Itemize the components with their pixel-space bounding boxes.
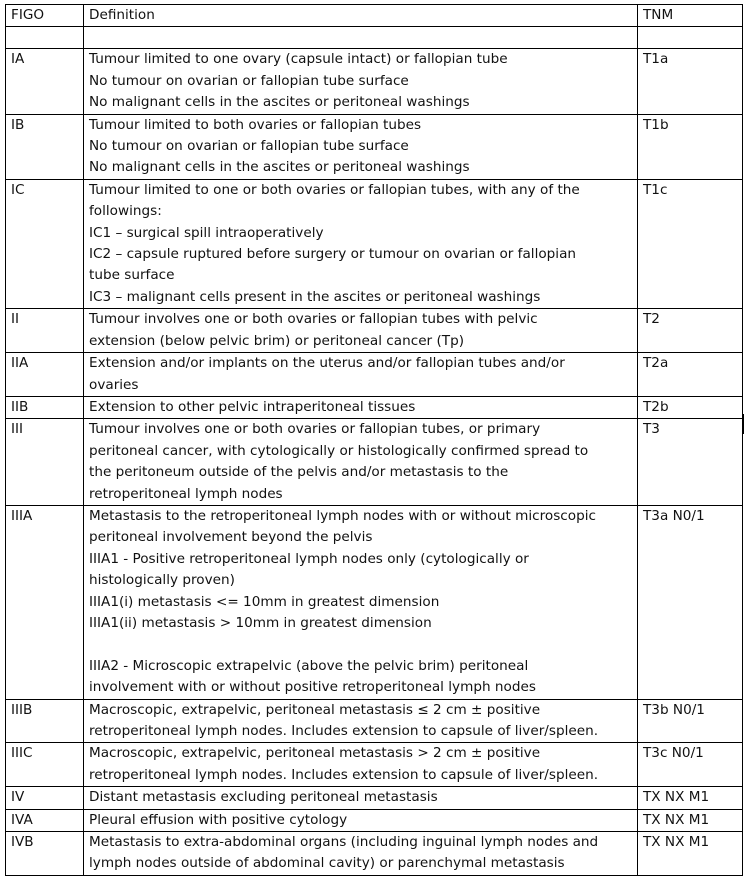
blank-line (89, 634, 632, 655)
definition-cell[interactable] (84, 419, 638, 506)
definition-line: Distant metastasis excluding peritoneal metastasis (89, 789, 438, 806)
definition-line: retroperitoneal lymph nodes (89, 485, 283, 502)
text-cursor (743, 414, 744, 434)
definition-cell[interactable] (84, 743, 638, 787)
table-row (6, 809, 743, 831)
definition-line: Macroscopic, extrapelvic, peritoneal metastasis ≤ 2 cm ± positive (89, 701, 541, 718)
definition-line: No malignant cells in the ascites or peritoneal washings (89, 159, 470, 176)
table-header-row (6, 5, 743, 27)
definition-line: No tumour on ovarian or fallopian tube surface (89, 138, 409, 155)
definition-line: Tumour limited to one ovary (capsule intact) or fallopian tube (89, 51, 508, 68)
figo-stage-cell[interactable]: IA (6, 49, 84, 114)
figo-staging-table (5, 4, 743, 876)
definition-line: the peritoneum outside of the pelvis and/or metastasis to the (89, 464, 509, 481)
definition-cell[interactable] (84, 114, 638, 179)
empty-cell[interactable] (6, 27, 84, 49)
empty-cell[interactable] (84, 27, 638, 49)
definition-cell[interactable] (84, 309, 638, 353)
definition-cell[interactable] (84, 699, 638, 743)
figo-stage-cell[interactable]: II (6, 309, 84, 353)
definition-line: Extension to other pelvic intraperitoneal tissues (89, 398, 416, 415)
definition-line: IIIA1 - Positive retroperitoneal lymph nodes only (cytologically or (89, 550, 529, 567)
table-row (6, 114, 743, 179)
tnm-cell[interactable]: TX NX M1 (638, 832, 743, 876)
definition-line: peritoneal involvement beyond the pelvis (89, 529, 373, 546)
definition-cell[interactable] (84, 353, 638, 397)
definition-cell[interactable] (84, 809, 638, 831)
definition-line: followings: (89, 203, 162, 220)
table-row (6, 419, 743, 506)
table-row (6, 699, 743, 743)
definition-line: IIIA1(i) metastasis <= 10mm in greatest dimension (89, 593, 440, 610)
table-row (6, 179, 743, 308)
definition-line: lymph nodes outside of abdominal cavity) or parenchymal metastasis (89, 855, 565, 872)
definition-line: Pleural effusion with positive cytology (89, 811, 348, 828)
definition-line: IC3 – malignant cells present in the ascites or peritoneal washings (89, 288, 541, 305)
tnm-cell[interactable]: T1c (638, 179, 743, 308)
blank-row (6, 27, 743, 49)
definition-line: IC2 – capsule ruptured before surgery or tumour on ovarian or fallopian (89, 246, 577, 263)
table-row (6, 353, 743, 397)
tnm-cell[interactable]: T2b (638, 396, 743, 418)
definition-cell[interactable] (84, 396, 638, 418)
definition-line: ovaries (89, 376, 139, 393)
definition-line: retroperitoneal lymph nodes. Includes extension to capsule of liver/spleen. (89, 766, 599, 783)
figo-stage-cell[interactable]: IVB (6, 832, 84, 876)
figo-stage-cell[interactable]: IV (6, 787, 84, 809)
figo-stage-cell[interactable]: IC (6, 179, 84, 308)
definition-line: tube surface (89, 267, 175, 284)
definition-cell[interactable] (84, 179, 638, 308)
table-row (6, 49, 743, 114)
table-row (6, 787, 743, 809)
tnm-cell[interactable]: TX NX M1 (638, 787, 743, 809)
definition-line: No malignant cells in the ascites or peritoneal washings (89, 94, 470, 111)
definition-line: No tumour on ovarian or fallopian tube surface (89, 72, 409, 89)
figo-stage-cell[interactable]: IVA (6, 809, 84, 831)
table-row (6, 743, 743, 787)
tnm-cell[interactable]: T2a (638, 353, 743, 397)
definition-line: Metastasis to the retroperitoneal lymph nodes with or without microscopic (89, 507, 596, 524)
tnm-cell[interactable]: T2 (638, 309, 743, 353)
definition-line: Tumour limited to both ovaries or fallopian tubes (89, 116, 422, 133)
definition-line: retroperitoneal lymph nodes. Includes extension to capsule of liver/spleen. (89, 722, 599, 739)
tnm-cell[interactable]: T3 (638, 419, 743, 506)
figo-stage-cell[interactable]: IIIC (6, 743, 84, 787)
header-figo[interactable]: FIGO (6, 5, 84, 27)
definition-line: IIIA2 - Microscopic extrapelvic (above the pelvic brim) peritoneal (89, 657, 529, 674)
tnm-cell[interactable]: T1a (638, 49, 743, 114)
definition-cell[interactable] (84, 49, 638, 114)
table-row (6, 505, 743, 699)
figo-stage-cell[interactable]: IB (6, 114, 84, 179)
figo-stage-cell[interactable]: IIIB (6, 699, 84, 743)
tnm-cell[interactable]: T1b (638, 114, 743, 179)
definition-line: Metastasis to extra-abdominal organs (including inguinal lymph nodes and (89, 834, 599, 851)
definition-line: Tumour involves one or both ovaries or fallopian tubes with pelvic (89, 311, 538, 328)
definition-cell[interactable] (84, 832, 638, 876)
definition-line: Macroscopic, extrapelvic, peritoneal metastasis > 2 cm ± positive (89, 745, 541, 762)
definition-line: Extension and/or implants on the uterus and/or fallopian tubes and/or (89, 355, 565, 372)
figo-stage-cell[interactable]: IIIA (6, 505, 84, 699)
table-row (6, 832, 743, 876)
figo-stage-cell[interactable]: III (6, 419, 84, 506)
figo-stage-cell[interactable]: IIB (6, 396, 84, 418)
definition-line: histologically proven) (89, 572, 235, 589)
definition-cell[interactable] (84, 505, 638, 699)
definition-line: IIIA1(ii) metastasis > 10mm in greatest dimension (89, 614, 432, 631)
figo-stage-cell[interactable]: IIA (6, 353, 84, 397)
header-tnm[interactable]: TNM (638, 5, 743, 27)
definition-line: involvement with or without positive retroperitoneal lymph nodes (89, 679, 536, 696)
tnm-cell[interactable]: TX NX M1 (638, 809, 743, 831)
definition-line: IC1 – surgical spill intraoperatively (89, 224, 324, 241)
definition-cell[interactable] (84, 787, 638, 809)
tnm-cell[interactable]: T3c N0/1 (638, 743, 743, 787)
table-row (6, 396, 743, 418)
definition-line: peritoneal cancer, with cytologically or histologically confirmed spread to (89, 442, 589, 459)
tnm-cell[interactable]: T3b N0/1 (638, 699, 743, 743)
definition-line: extension (below pelvic brim) or peritoneal cancer (Tp) (89, 332, 465, 349)
tnm-cell[interactable]: T3a N0/1 (638, 505, 743, 699)
empty-cell[interactable] (638, 27, 743, 49)
header-definition[interactable]: Definition (84, 5, 638, 27)
table-row (6, 309, 743, 353)
definition-line: Tumour limited to one or both ovaries or fallopian tubes, with any of the (89, 181, 580, 198)
definition-line: Tumour involves one or both ovaries or fallopian tubes, or primary (89, 421, 541, 438)
